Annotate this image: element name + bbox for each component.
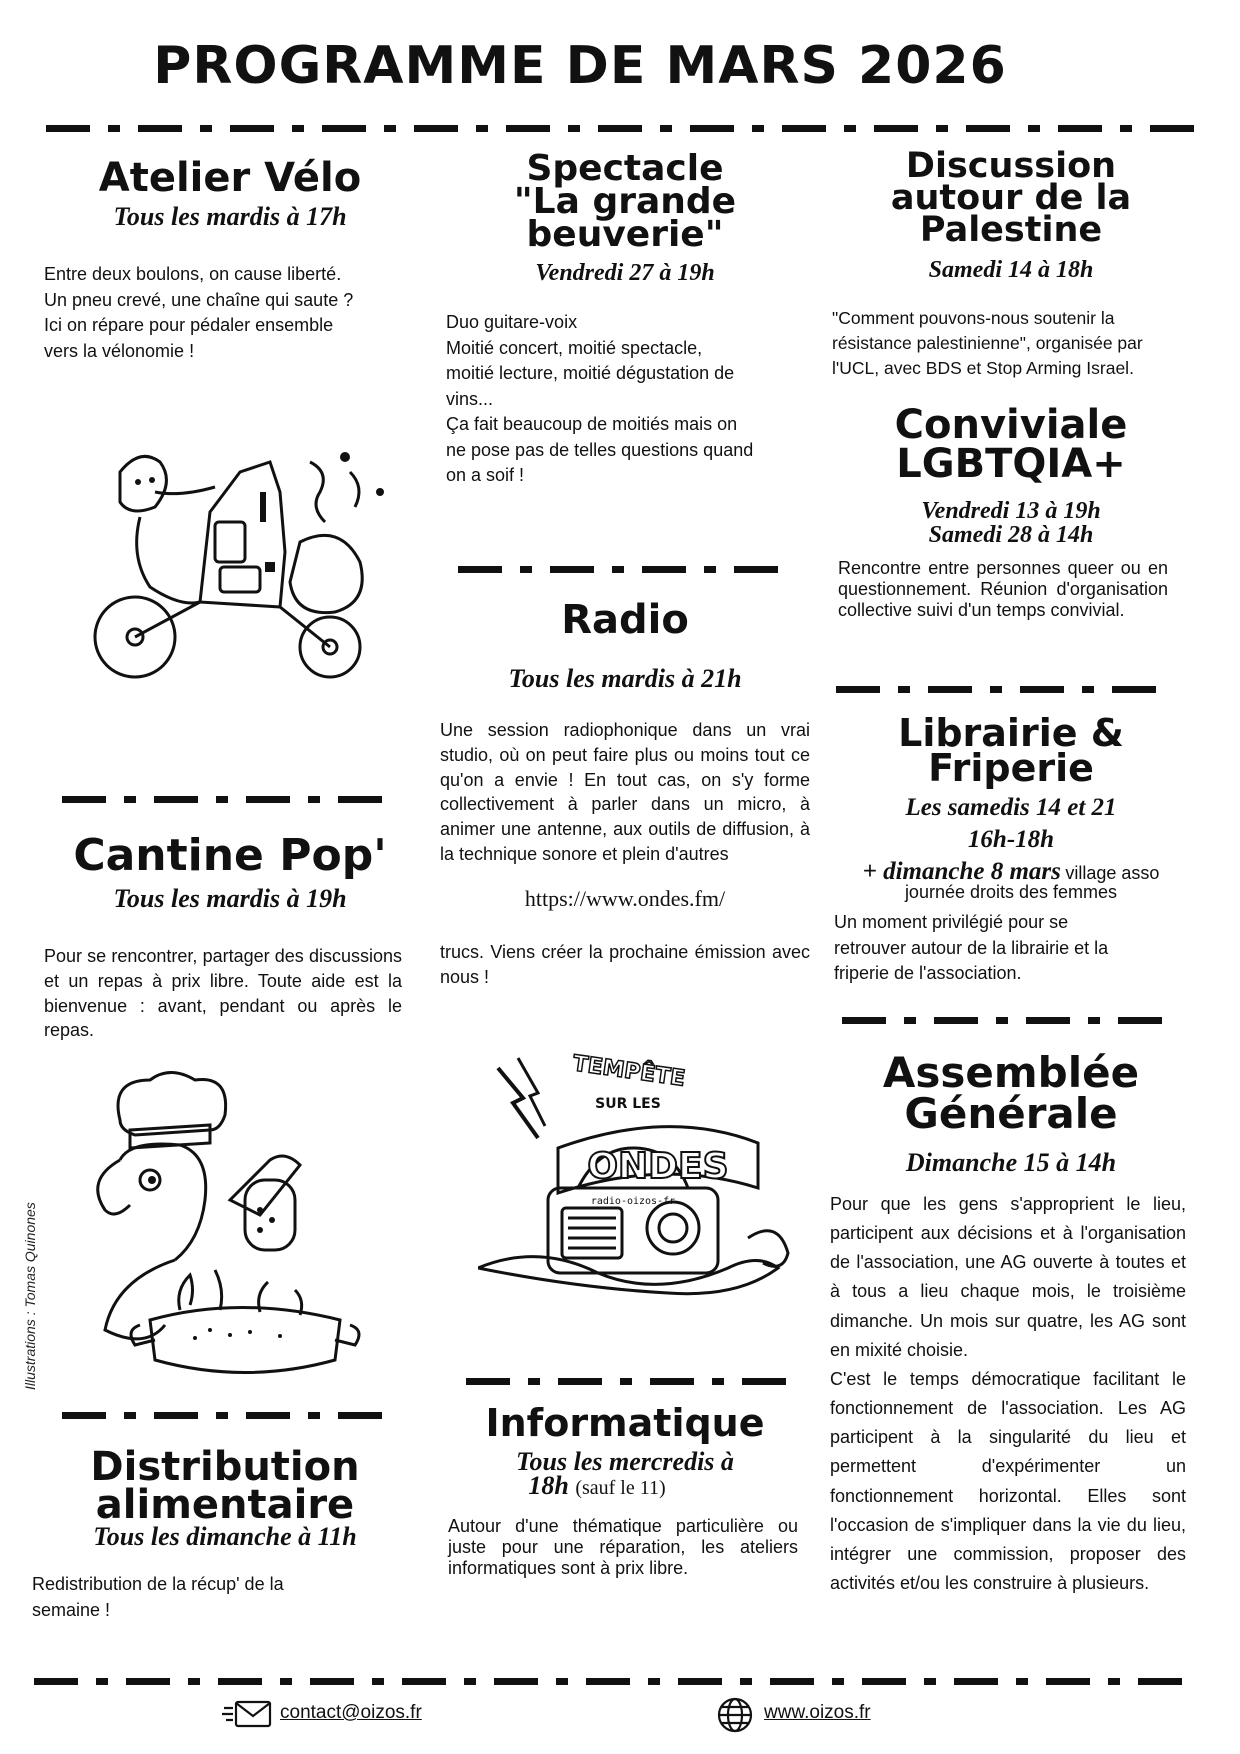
radio-website-link[interactable]: https://www.ondes.fm/ — [524, 886, 726, 911]
website-link[interactable]: www.oizos.fr — [764, 1702, 871, 1723]
illustration-credit: Illustrations : Tomas Quinones — [22, 1202, 38, 1390]
paragraph: Pour que les gens s'approprient le lieu, participent aux décisions et à l'organisation de l'association, une AG ouverte à toutes et à tous a lieu chaque mois, le troisième dimanche. Un mois sur quatre, les AG sont en mixité choisie. — [830, 1194, 1186, 1360]
schedule-time: 18h — [528, 1470, 569, 1500]
event-description: Pour se rencontrer, partager des discussions et un repas à prix libre. Toute aide est la bienvenue : avant, pendant ou après le repas. — [44, 946, 402, 1041]
event-title — [826, 1048, 1196, 1139]
event-title — [440, 148, 810, 256]
title-line: Friperie — [928, 745, 1094, 790]
divider — [62, 796, 392, 803]
event-schedule: Dimanche 15 à 14h — [905, 1148, 1117, 1177]
event-description-end: trucs. Viens créer la prochaine émission avec nous ! — [440, 942, 810, 987]
text-line: Duo guitare-voix — [446, 312, 578, 332]
event-schedule: Tous les mardis à 17h — [113, 202, 347, 231]
schedule-line: Samedi 28 à 14h — [928, 521, 1094, 548]
event-description: Autour d'une thématique particulière ou juste pour une réparation, les ateliers informatiques sont à prix libre. — [448, 1516, 798, 1579]
text-line: résistance palestinienne", organisée par — [832, 332, 1143, 353]
radio-logo-illustration — [478, 1038, 798, 1298]
text-line: retrouver autour de la librairie et la — [834, 937, 1109, 958]
title-line: beuverie" — [526, 214, 724, 256]
title-line: Distribution — [90, 1444, 360, 1490]
event-title — [30, 1444, 420, 1528]
event-title: Atelier Vélo — [98, 155, 362, 201]
text-line: moitié lecture, moitié dégustation de — [446, 363, 735, 384]
schedule-line — [440, 1470, 810, 1500]
event-schedule — [440, 1447, 810, 1500]
text-line: Un pneu crevé, une chaîne qui saute ? — [44, 289, 354, 310]
title-line: Palestine — [919, 210, 1103, 251]
schedule-note: (sauf le 11) — [575, 1476, 666, 1499]
event-description — [446, 310, 806, 489]
text-line: Moitié concert, moitié spectacle, — [446, 337, 703, 358]
title-line: Librairie & — [898, 711, 1124, 755]
event-schedule — [826, 792, 1196, 855]
schedule-line: 16h-18h — [967, 825, 1055, 853]
text-line: ne pose pas de telles questions quand — [446, 439, 754, 460]
text-line: vers la vélonomie ! — [44, 340, 195, 361]
event-title — [826, 402, 1196, 488]
divider-bottom — [34, 1678, 1196, 1685]
text-line: Un moment privilégié pour se — [834, 912, 1069, 932]
text-line: on a soif ! — [446, 465, 525, 486]
event-title — [826, 711, 1196, 790]
title-line: Discussion — [905, 146, 1117, 186]
pot — [150, 1308, 340, 1373]
divider — [842, 1017, 1172, 1024]
event-schedule — [826, 500, 1196, 547]
event-schedule: Vendredi 27 à 19h — [535, 260, 715, 286]
title-line: Conviviale — [894, 402, 1128, 448]
divider — [836, 686, 1166, 693]
divider — [62, 1412, 392, 1419]
event-description — [44, 262, 414, 364]
special-date-detail: village asso journée droits des femmes — [904, 863, 1160, 902]
schedule-line: Vendredi 13 à 19h — [921, 498, 1101, 524]
envelope-icon — [222, 1698, 274, 1735]
event-description — [832, 306, 1202, 381]
event-title: Radio — [561, 597, 689, 643]
title-line: autour de la — [890, 178, 1132, 219]
title-line: Spectacle — [526, 148, 724, 189]
dial-label: radio-oizos-fr — [590, 1196, 676, 1207]
schedule-line: Les samedis 14 et 21 — [905, 794, 1117, 821]
event-description — [32, 1572, 402, 1623]
title-line: Générale — [904, 1089, 1118, 1139]
title-line: Assemblée — [882, 1048, 1140, 1097]
text-line: "Comment pouvons-nous soutenir la — [832, 308, 1115, 328]
divider — [458, 566, 788, 573]
text-line: vins... — [446, 388, 494, 409]
globe-icon — [716, 1696, 754, 1739]
title-line: alimentaire — [95, 1482, 355, 1528]
event-description — [830, 1190, 1186, 1598]
text-line: friperie de l'association. — [834, 963, 1022, 984]
title-line: "La grande — [513, 181, 737, 223]
text-line: Ça fait beaucoup de moitiés mais on — [446, 414, 738, 435]
page-title: PROGRAMME DE MARS 2026 — [153, 36, 1007, 96]
logo-text-line2: SUR LES — [595, 1096, 661, 1112]
text-line: l'UCL, avec BDS et Stop Arming Israel. — [832, 357, 1134, 378]
event-schedule: Tous les mardis à 19h — [113, 884, 347, 913]
text-line: semaine ! — [32, 1599, 111, 1620]
special-date — [846, 860, 1176, 901]
event-schedule: Tous les dimanche à 11h — [93, 1522, 357, 1551]
logo-text-line1: TEMPÊTE — [571, 1051, 687, 1092]
text-line: Ici on répare pour pédaler ensemble — [44, 315, 334, 336]
text-line: Redistribution de la récup' de la — [32, 1574, 284, 1594]
event-title — [826, 146, 1196, 251]
special-date-label: + dimanche 8 mars — [862, 858, 1061, 885]
event-title: Informatique — [485, 1401, 765, 1445]
event-schedule: Samedi 14 à 18h — [928, 257, 1094, 283]
divider-top — [46, 125, 1196, 132]
title-line: LGBTQIA+ — [896, 441, 1126, 488]
contact-email-link[interactable]: contact@oizos.fr — [280, 1702, 422, 1723]
event-description: Une session radiophonique dans un vrai studio, où on peut faire plus ou moins tout ce qu'on a envie ! En tout cas, on s'y forme collectivement à parler dans un micro, à animer une antenne, aux outils de diffusion, à la technique sonore et plein d'autres — [440, 720, 810, 865]
text-line: Entre deux boulons, on cause liberté. — [44, 264, 342, 284]
event-description: Rencontre entre personnes queer ou en questionnement. Réunion d'organisation collective suivi d'un temps convivial. — [838, 558, 1168, 620]
bike-illustration — [80, 432, 400, 692]
parrot-chef-illustration — [80, 1070, 410, 1395]
event-title: Cantine Pop' — [73, 830, 387, 881]
event-schedule: Tous les mardis à 21h — [508, 664, 742, 693]
paragraph: C'est le temps démocratique facilitant le fonctionnement de l'association. Les AG participent à la singularité du lieu et permettent d'expérimenter un fonctionnement horizontal. Elles sont l'occasion de s'impliquer dans la vie du lieu, intégrer une commission, proposer des activités et/ou les construire à plusieurs. — [830, 1368, 1186, 1594]
logo-text-line3: ONDES — [587, 1146, 729, 1187]
divider — [466, 1378, 796, 1385]
radio-dial — [647, 1202, 699, 1254]
schedule-line: Tous les mercredis à — [516, 1447, 734, 1476]
event-description — [834, 910, 1194, 987]
